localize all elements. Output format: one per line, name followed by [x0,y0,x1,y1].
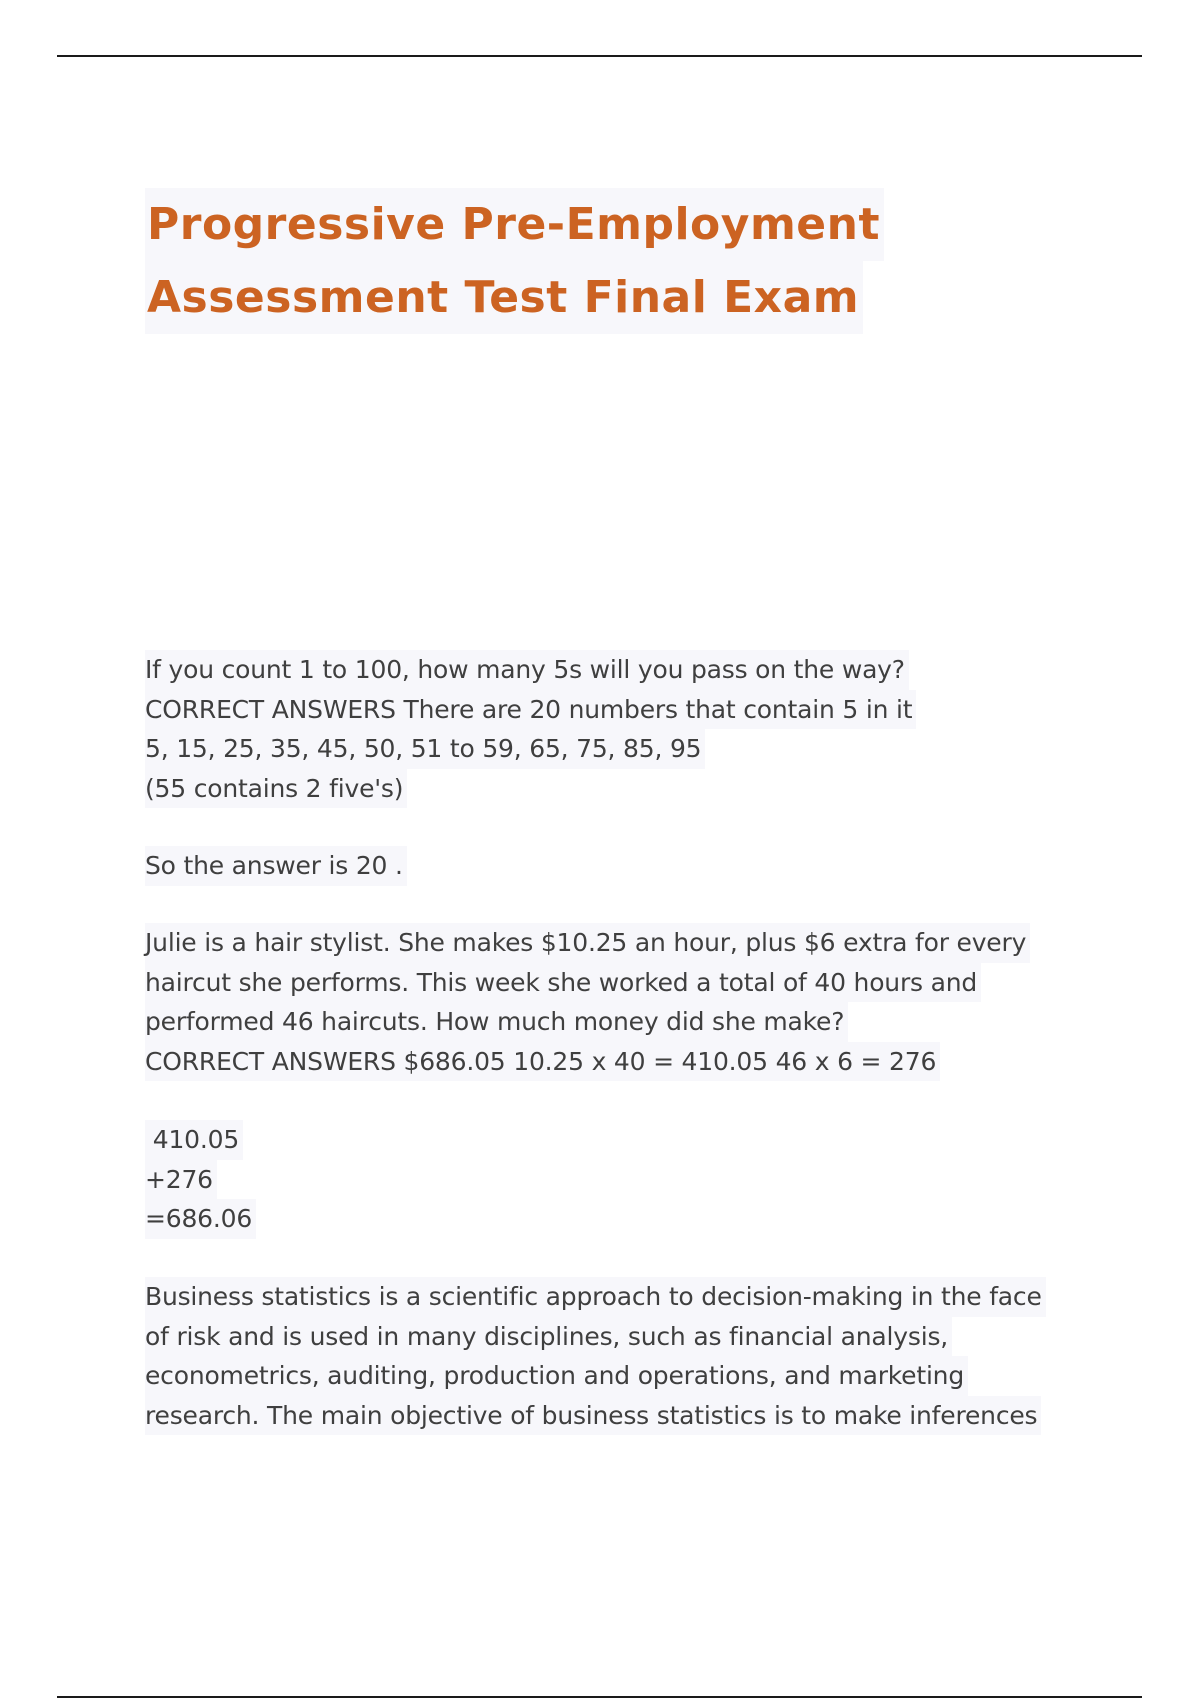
question-1-answer-line: CORRECT ANSWERS There are 20 numbers that contain 5 in it [145,690,916,730]
question-2-line-2: haircut she performs. This week she worked a total of 40 hours and [145,963,981,1003]
question-3-line-3: econometrics, auditing, production and operations, and marketing [145,1356,968,1396]
question-2-line-3: performed 46 haircuts. How much money did she make? [145,1002,848,1042]
question-1-line-1: If you count 1 to 100, how many 5s will you pass on the way? [145,650,909,690]
question-2-answer-line: CORRECT ANSWERS $686.05 10.25 x 40 = 410.05 46 x 6 = 276 [145,1042,940,1082]
document-title [145,188,884,334]
calc-line-2: +276 [145,1160,217,1200]
calc-line-1: 410.05 [145,1120,243,1160]
question-1-conclusion-line: So the answer is 20 . [145,846,407,886]
calc-line-3: =686.06 [145,1199,256,1239]
question-2 [145,923,1085,1081]
header-rule [57,55,1142,57]
question-3-line-4: research. The main objective of business statistics is to make inferences [145,1396,1041,1436]
question-1-note: (55 contains 2 five's) [145,769,407,809]
question-3 [145,1277,1085,1435]
question-1-number-list: 5, 15, 25, 35, 45, 50, 51 to 59, 65, 75, 85, 95 [145,729,705,769]
question-2-line-1: Julie is a hair stylist. She makes $10.25 an hour, plus $6 extra for every [145,923,1030,963]
question-1-conclusion [145,846,1085,886]
question-3-line-1: Business statistics is a scientific approach to decision-making in the face [145,1277,1046,1317]
title-line-2: Assessment Test Final Exam [145,261,863,334]
question-3-line-2: of risk and is used in many disciplines, such as financial analysis, [145,1317,952,1357]
question-2-calculation [145,1120,1085,1239]
footer-rule [57,1696,1142,1698]
question-1 [145,650,1085,808]
title-line-1: Progressive Pre-Employment [145,188,884,261]
